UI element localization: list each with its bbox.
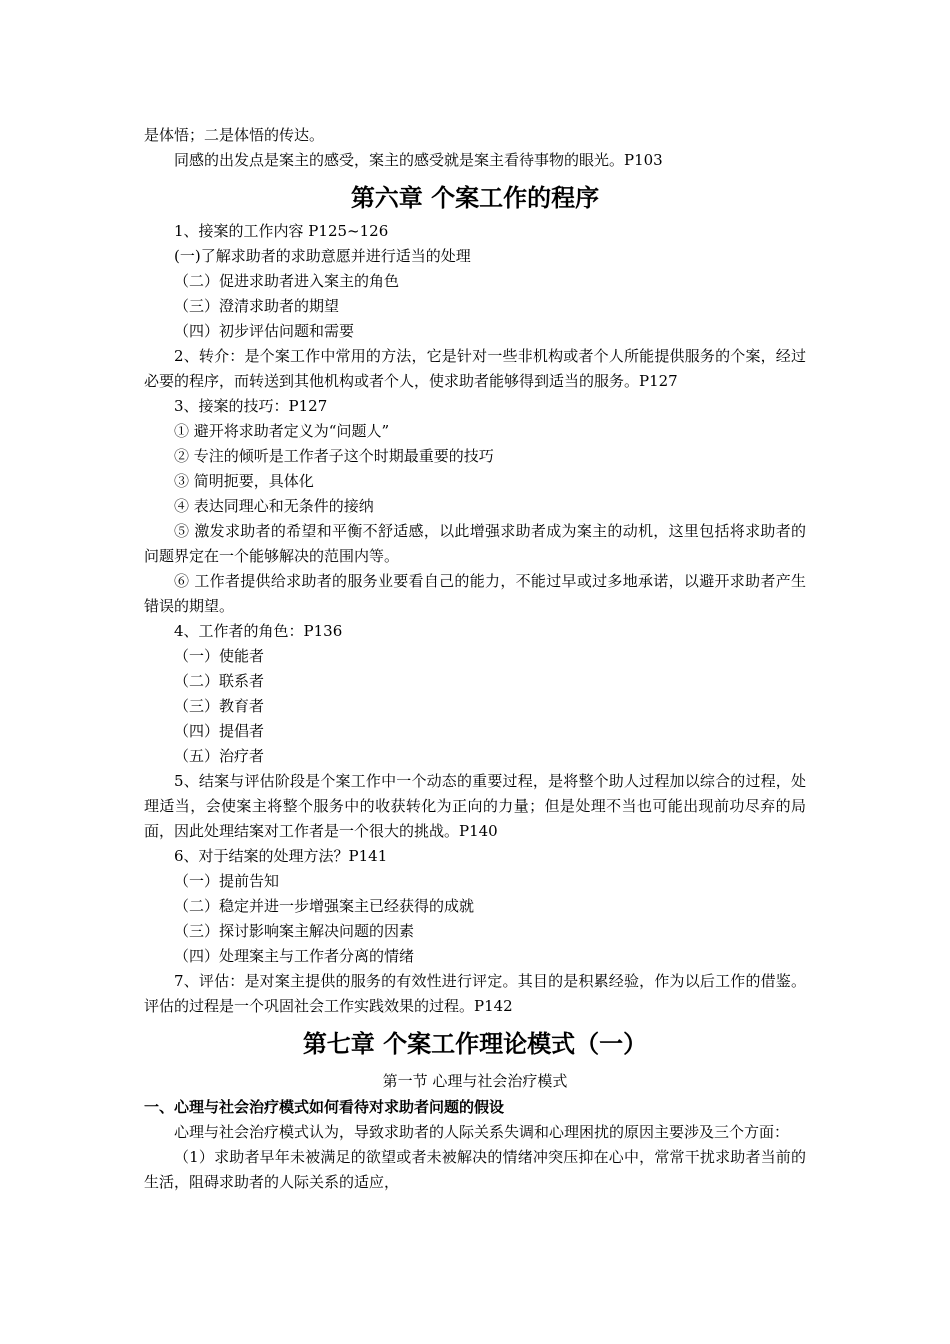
list-item: （五）治疗者 [174, 747, 265, 765]
chapter-6-title: 第六章 个案工作的程序 [350, 184, 600, 212]
list-item: 5、结案与评估阶段是个案工作中一个动态的重要过程，是将整个助人过程加以综合的过程，处理适当，会使案主将整个服务中的收获转化为正向的力量；但是处理不当也可能出现前功尽弃的局面，因此处理结案对工作者是一个很大的挑战。P140 [144, 772, 806, 840]
list-item: （一）使能者 [174, 647, 265, 665]
list-item: （四）初步评估问题和需要 [174, 322, 355, 340]
list-item: （二）联系者 [174, 672, 265, 690]
list-item: ② 专注的倾听是工作者子这个时期最重要的技巧 [174, 447, 494, 465]
list-item: （三）教育者 [174, 697, 265, 715]
list-item: （二）促进求助者进入案主的角色 [174, 272, 400, 290]
list-item: （一）提前告知 [174, 872, 280, 890]
list-item: （三）澄清求助者的期望 [174, 297, 340, 315]
list-item: 1、接案的工作内容 P125~126 [174, 222, 389, 240]
list-item: ⑤ 激发求助者的希望和平衡不舒适感，以此增强求助者成为案主的动机，这里包括将求助者的问题界定在一个能够解决的范围内等。 [144, 522, 806, 565]
text-line: 是体悟；二是体悟的传达。 [144, 126, 325, 144]
list-item: 3、接案的技巧：P127 [174, 397, 328, 415]
list-item: （三）探讨影响案主解决问题的因素 [174, 922, 415, 940]
text-line: 同感的出发点是案主的感受，案主的感受就是案主看待事物的眼光。P103 [174, 151, 663, 169]
section-heading: 一、心理与社会治疗模式如何看待对求助者问题的假设 [144, 1098, 505, 1116]
paragraph: （1）求助者早年未被满足的欲望或者未被解决的情绪冲突压抑在心中，常常干扰求助者当前的生活，阻碍求助者的人际关系的适应， [144, 1148, 806, 1191]
paragraph: 心理与社会治疗模式认为，导致求助者的人际关系失调和心理困扰的原因主要涉及三个方面： [174, 1123, 790, 1141]
list-item: 6、对于结案的处理方法？P141 [174, 847, 388, 865]
list-item: ① 避开将求助者定义为“问题人” [174, 422, 390, 440]
list-item: （二）稳定并进一步增强案主已经获得的成就 [174, 897, 475, 915]
list-item: 7、评估：是对案主提供的服务的有效性进行评定。其目的是积累经验，作为以后工作的借鉴。评估的过程是一个巩固社会工作实践效果的过程。P142 [144, 972, 806, 1015]
list-item: ③ 简明扼要，具体化 [174, 472, 314, 490]
list-item: 2、转介：是个案工作中常用的方法，它是针对一些非机构或者个人所能提供服务的个案，经过必要的程序，而转送到其他机构或者个人，使求助者能够得到适当的服务。P127 [144, 347, 806, 390]
list-item: （四）提倡者 [174, 722, 265, 740]
list-item: （四）处理案主与工作者分离的情绪 [174, 947, 415, 965]
list-item: ④ 表达同理心和无条件的接纳 [174, 497, 374, 515]
chapter-7-title: 第七章 个案工作理论模式（一） [302, 1030, 648, 1058]
section-title: 第一节 心理与社会治疗模式 [382, 1072, 568, 1090]
list-item: ⑥ 工作者提供给求助者的服务业要看自己的能力，不能过早或过多地承诺，以避开求助者产生错误的期望。 [144, 572, 806, 615]
list-item: 4、工作者的角色：P136 [174, 622, 343, 640]
document-content [144, 123, 806, 1195]
list-item: (一)了解求助者的求助意愿并进行适当的处理 [174, 247, 471, 265]
